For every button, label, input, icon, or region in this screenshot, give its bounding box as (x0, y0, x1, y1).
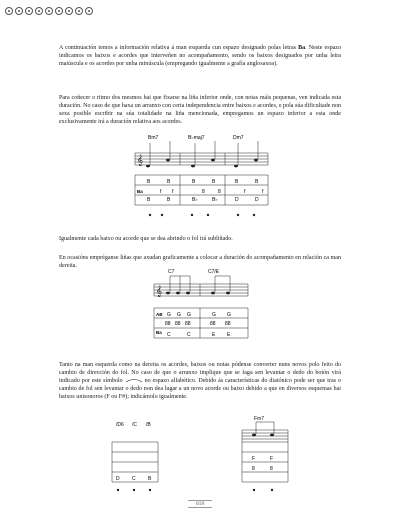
chord-symbol: B♭maj7 (188, 135, 205, 141)
chord-letter: 8 (252, 466, 255, 472)
text: no espazo alfabético. Debido ás características do diatónico pode ser que tras o cambio de fol sen levantar o dedo non dea lugar a un novo acorde ou baixo debido a que en diversos esquemas hai baixos unisonoros (F ou F#); indicámolo igualmente. (59, 378, 342, 401)
score-svg-2 (150, 269, 250, 350)
button-letter: B (255, 179, 259, 185)
chord-letter: f (244, 189, 246, 195)
paragraph-underline: Igualmente cada baixo ou acorde que se dea abrindo o fol irá subliñado. (59, 236, 233, 242)
score-example-4 (240, 418, 290, 496)
bass-letter: C (132, 476, 136, 482)
score-example-2 (150, 269, 250, 350)
bold-text: Ba (298, 45, 306, 51)
chord-symbol: Bm7 (148, 135, 159, 141)
circle-icon (75, 7, 83, 15)
button-letter: G (212, 312, 216, 318)
bass-letter: E (227, 332, 231, 338)
chord-symbol: /D6 (116, 422, 124, 428)
paragraph-bellows (59, 361, 341, 401)
bass-letter: B (147, 197, 151, 203)
bass-letter: E (212, 332, 216, 338)
chord-letter: 88 (165, 321, 171, 327)
button-letter: G (227, 312, 231, 318)
chord-symbol: Dm7 (233, 135, 244, 141)
chord-letter: 88 (210, 321, 216, 327)
chord-letter: 8 (218, 189, 221, 195)
button-letter: G (167, 312, 171, 318)
circle-icon (25, 7, 33, 15)
ba-label: Ba (137, 189, 143, 194)
button-letter: B (235, 179, 239, 185)
score-example-3 (110, 418, 160, 496)
button-letter: F (270, 456, 274, 462)
circle-icon (5, 7, 13, 15)
circle-icon (65, 7, 73, 15)
ba-label: Ba (156, 330, 162, 335)
chord-letter: 88 (185, 321, 191, 327)
chord-symbol: C7/E (208, 269, 220, 275)
button-letter: B (212, 179, 216, 185)
button-letter: B (167, 179, 171, 185)
chord-letter: f (262, 189, 264, 195)
bass-letter: C (187, 332, 191, 338)
chord-symbol: C7 (168, 269, 175, 275)
paragraph-left-hand-intro (59, 44, 341, 68)
page-number: 018 (188, 500, 212, 508)
bass-letter: B♭ (192, 197, 198, 203)
text: A continuación temos a información relativa á man esquerda cun espazo designado polas letras (59, 45, 299, 51)
text: . Neste espazo indicamos os baixos e acordes que interveñen no acompañamento, sendo os baixos designados por unha letra maiúscula e os acordes por unha minúscula (empregando igualmente a grafía anglosaxoa). (59, 45, 341, 68)
button-letter: G (177, 312, 181, 318)
chord-letter: 88 (175, 321, 181, 327)
bass-letter: B♭ (212, 197, 218, 203)
button-letter: B (147, 179, 151, 185)
slur-symbol-icon (125, 378, 143, 383)
chord-letter: f (160, 189, 162, 195)
circle-icon (55, 7, 63, 15)
bass-letter: B (167, 197, 171, 203)
circle-icon (35, 7, 43, 15)
bass-letter: D (116, 476, 120, 482)
paragraph-lines: En ocasións empréganse liñas que axudan graficamente a colocar a duración do acompañamento en relación ca man dereita. (59, 255, 341, 270)
chord-symbol: /C (132, 422, 137, 428)
chord-letter: 8 (270, 466, 273, 472)
score-example-1 (130, 133, 270, 228)
score-svg-1 (130, 133, 270, 228)
circle-icon (45, 7, 53, 15)
score-svg-4 (240, 418, 290, 496)
button-letter: G (187, 312, 191, 318)
treble-clef-icon: 𝄞 (137, 155, 143, 166)
bass-letter: C (167, 332, 171, 338)
button-letter: B (192, 179, 196, 185)
paragraph-rhythm: Para coñecer o ritmo dos mesmos hai que fixarse na liña inferior onde, con notas máis pequenas, ven indicada esta duración. No caso de que haxa un arranxo con certa independencia entre baixos e acordes, e pola súa dificultade non sexa posible escribir na súa totalidade na liña mencionada, empregamos un espazo inferior a esta onde exclusivamente irá a duración relativa aos acordes. (59, 95, 341, 126)
circle-icon (15, 7, 23, 15)
chord-letter: f (172, 189, 174, 195)
chord-letter: 8 (202, 189, 205, 195)
circle-icon (85, 7, 93, 15)
treble-clef-icon: 𝄞 (156, 286, 162, 297)
text: Tanto na man esquerda como na dereita os acordes, baixos ou notas pódense converter nuns novos polo feito do cambio de dirección do fol. No caso de que o arranxo implique que se faga sen levantar o dedo do botón virá indicado por este símbolo (59, 362, 341, 385)
button-letter: F (252, 456, 256, 462)
score-svg-3 (110, 418, 160, 496)
bass-letter: D (255, 197, 259, 203)
chord-symbol: /B (146, 422, 151, 428)
page-footer (0, 500, 400, 508)
chord-symbol: Fm7 (254, 416, 264, 422)
chord-letter: 88 (225, 321, 231, 327)
bass-letter: D (235, 197, 239, 203)
bass-letter: B (148, 476, 152, 482)
ab-label: AB (156, 312, 163, 317)
header-ornament (5, 7, 93, 15)
